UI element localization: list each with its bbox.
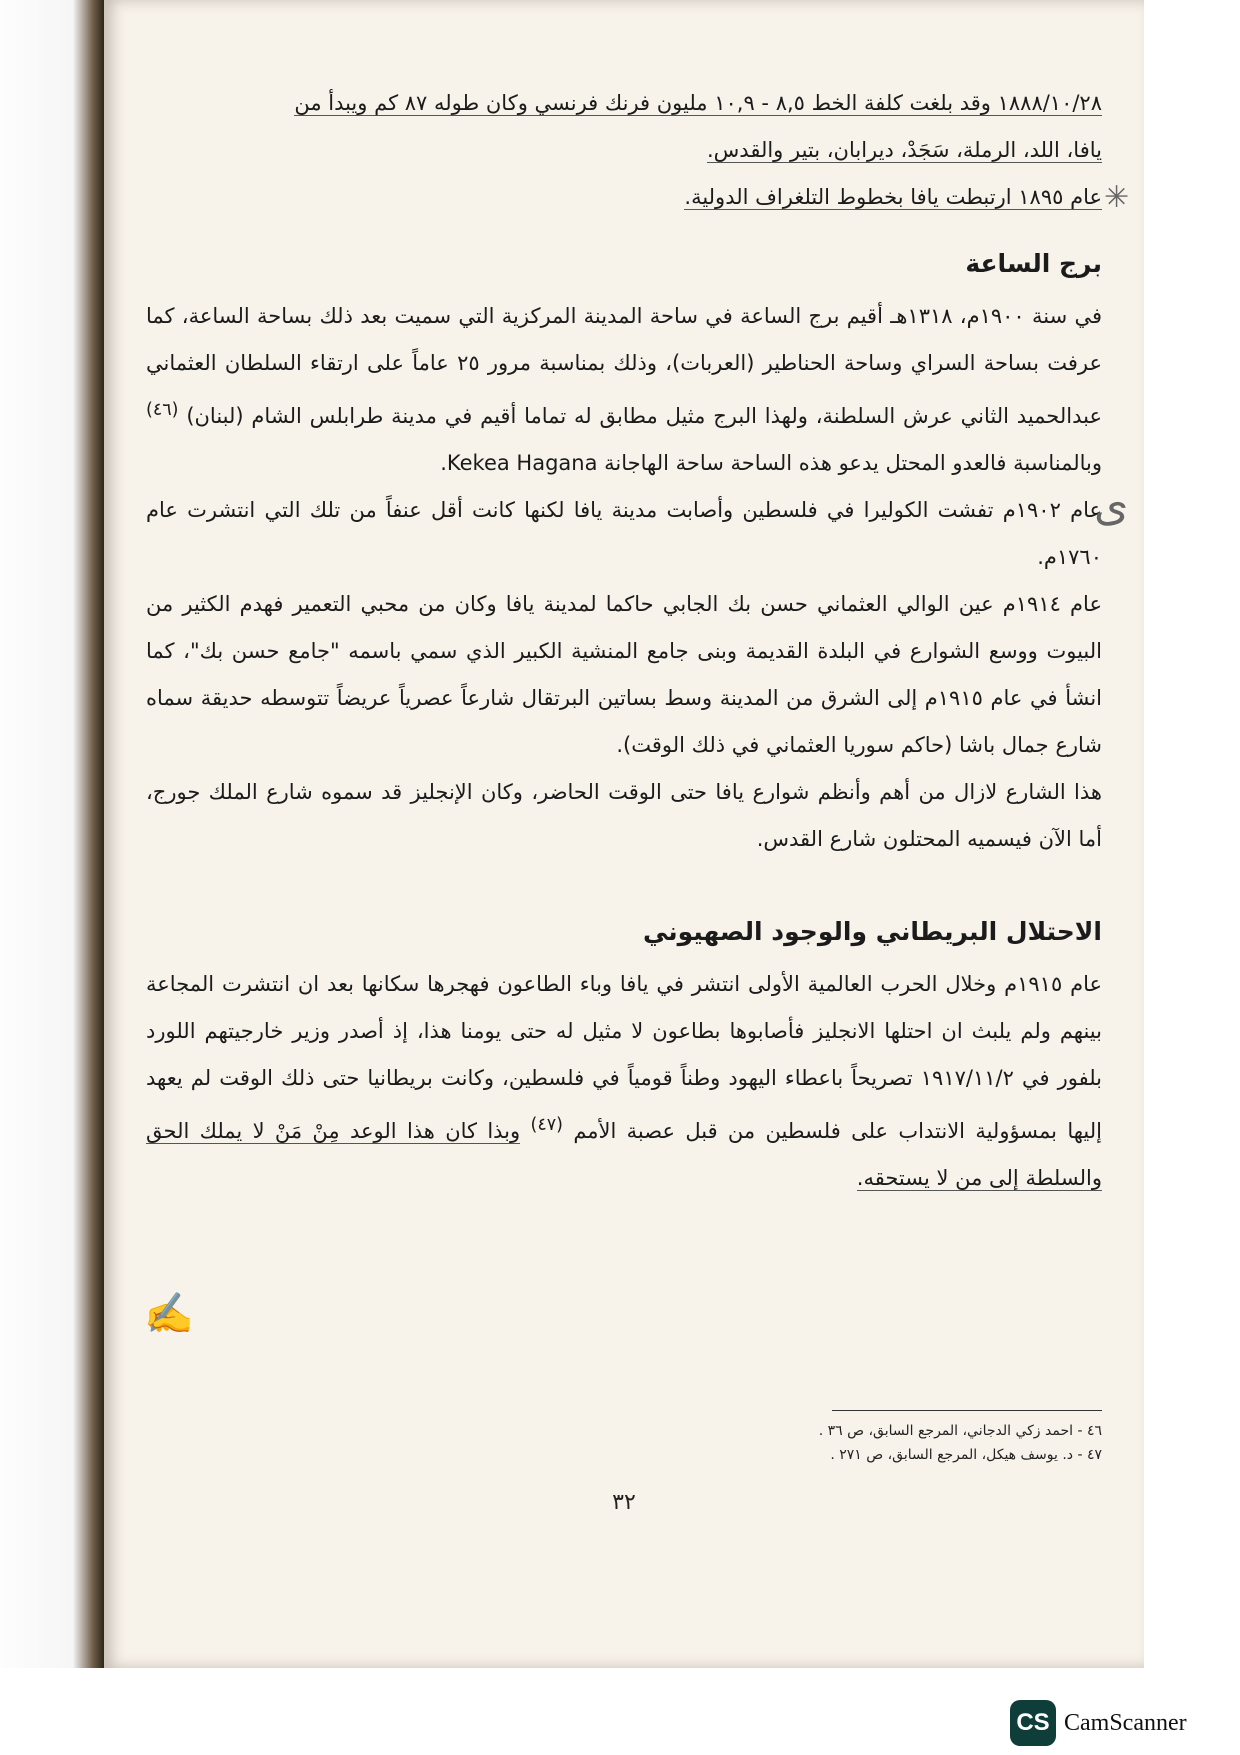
paragraph-cholera: عام ١٩٠٢م تفشت الكوليرا في فلسطين وأصابت مدينة يافا لكنها كانت أقل عنفاً من تلك التي انتشرت عام ١٧٦٠م. bbox=[146, 498, 1103, 569]
paragraph-jamal-pasha-street: هذا الشارع لازال من أهم وأنظم شوارع يافا حتى الوقت الحاضر، وكان الإنجليز قد سموه شارع الملك جورج، أما الآن فيسميه المحتلون شارع القدس. bbox=[146, 780, 1102, 851]
camscanner-label: CamScanner bbox=[1064, 1709, 1187, 1736]
footnote-47: ٤٧ - د. يوسف هيكل، المرجع السابق، ص ٢٧١ . bbox=[830, 1447, 1102, 1463]
page-number: ٣٢ bbox=[612, 1490, 636, 1515]
text-line-telegraph bbox=[146, 174, 1102, 221]
section-heading-clock-tower: برج الساعة bbox=[965, 249, 1102, 278]
page-text-body bbox=[146, 80, 1102, 1202]
british-occupation-text: عام ١٩١٥م وخلال الحرب العالمية الأولى انتشر في يافا وباء الطاعون فهجرها سكانها بعد ان انتشرت المجاعة بينهم ولم يلبث ان احتلها الانجليز فأصابوها بطاعون لا مثيل له حتى يومنا هذا، إذ أصدر وزير خارجيتهم اللورد بلفور في ١٩١٧/١١/٢ تصريحاً باعطاء اليهود وطناً قومياً في فلسطين، وكانت بريطانيا حتى ذلك الوقت لم يعهد إليها بمسؤولية الانتداب على فلسطين من قبل عصبة الأمم bbox=[146, 972, 1102, 1143]
railway-stations-text: يافا، اللد، الرملة، سَجَدْ، ديرابان، بتير والقدس. bbox=[706, 138, 1102, 162]
camscanner-watermark bbox=[1010, 1700, 1238, 1746]
telegraph-text: عام ١٨٩٥ ارتبطت يافا بخطوط التلغراف الدولية. bbox=[684, 185, 1102, 209]
british-occupation-text-end: وبذا كان هذا الوعد مِنْ مَنْ لا يملك الحق والسلطة إلى من لا يستحقه. bbox=[146, 1119, 1102, 1190]
section-heading-british-occupation: الاحتلال البريطاني والوجود الصهيوني bbox=[642, 917, 1102, 946]
handwritten-margin-scribble-icon: ی bbox=[1094, 480, 1129, 531]
footnote-46: ٤٦ - احمد زكي الدجاني، المرجع السابق، ص ٣٦ . bbox=[818, 1423, 1102, 1439]
paragraph-clock-tower: في سنة ١٩٠٠م، ١٣١٨هـ أقيم برج الساعة في ساحة المدينة المركزية التي سميت بعد ذلك بساحة الساعة، كما عرفت بساحة السراي وساحة الحناطير (العربات)، وذلك بمناسبة مرور ٢٥ عاماً على ارتقاء السلطان العثماني عبدالحميد الثاني عرش السلطنة، ولهذا البرج مثيل مطابق له تماما أقيم في مدينة طرابلس الشام (لبنان) $^{(٤٦)}$ وبالمناسبة فالعدو المحتل يدعو هذه الساحة ساحة الهاجانة Kekea Hagana. bbox=[146, 304, 1102, 475]
text-line-railway-cost bbox=[146, 80, 1102, 127]
footnote-ref-46: (٤٦) bbox=[146, 400, 179, 420]
clock-tower-latin-name: Kekea Hagana bbox=[446, 451, 598, 475]
text-line-railway-stations bbox=[146, 127, 1102, 174]
clock-tower-text-end: وبالمناسبة فالعدو المحتل يدعو هذه الساحة ساحة الهاجانة bbox=[604, 451, 1102, 475]
footnote-divider bbox=[832, 1410, 1102, 1411]
handwritten-signature-icon: ✍ bbox=[144, 1291, 194, 1337]
footnote-ref-47: (٤٧) bbox=[530, 1115, 563, 1135]
camscanner-logo-icon: CS bbox=[1010, 1700, 1056, 1746]
clock-tower-text: في سنة ١٩٠٠م، ١٣١٨هـ أقيم برج الساعة في ساحة المدينة المركزية التي سميت بعد ذلك بساحة الساعة، كما عرفت بساحة السراي وساحة الحناطير (العربات)، وذلك بمناسبة مرور ٢٥ عاماً على ارتقاء السلطان العثماني عبدالحميد الثاني عرش السلطنة، ولهذا البرج مثيل مطابق له تماما أقيم في مدينة طرابلس الشام (لبنان) bbox=[146, 304, 1102, 428]
handwritten-asterisk-icon: ✳ bbox=[1104, 180, 1130, 215]
railway-cost-text: ١٨٨٨/١٠/٢٨ وقد بلغت كلفة الخط ٨,٥ - ١٠,٩ مليون فرنك فرنسي وكان طوله ٨٧ كم ويبدأ من bbox=[294, 91, 1102, 115]
paragraph-hasan-bek: عام ١٩١٤م عين الوالي العثماني حسن بك الجابي حاكما لمدينة يافا وكان من محبي التعمير فهدم الكثير من البيوت ووسع الشوارع في البلدة القديمة وبنى جامع المنشية الكبير الذي سمي باسمه "جامع حسن بك"، كما انشأ في عام ١٩١٥م إلى الشرق من المدينة وسط بساتين البرتقال شارعاً عصرياً عريضاً تتوسطه حديقة سماه شارع جمال باشا (حاكم سوريا العثماني في ذلك الوقت). bbox=[146, 592, 1102, 757]
footnotes bbox=[146, 1410, 1102, 1467]
scan-book-edge bbox=[0, 0, 104, 1668]
book-page bbox=[104, 0, 1144, 1668]
paragraph-british-occupation bbox=[146, 961, 1102, 1202]
